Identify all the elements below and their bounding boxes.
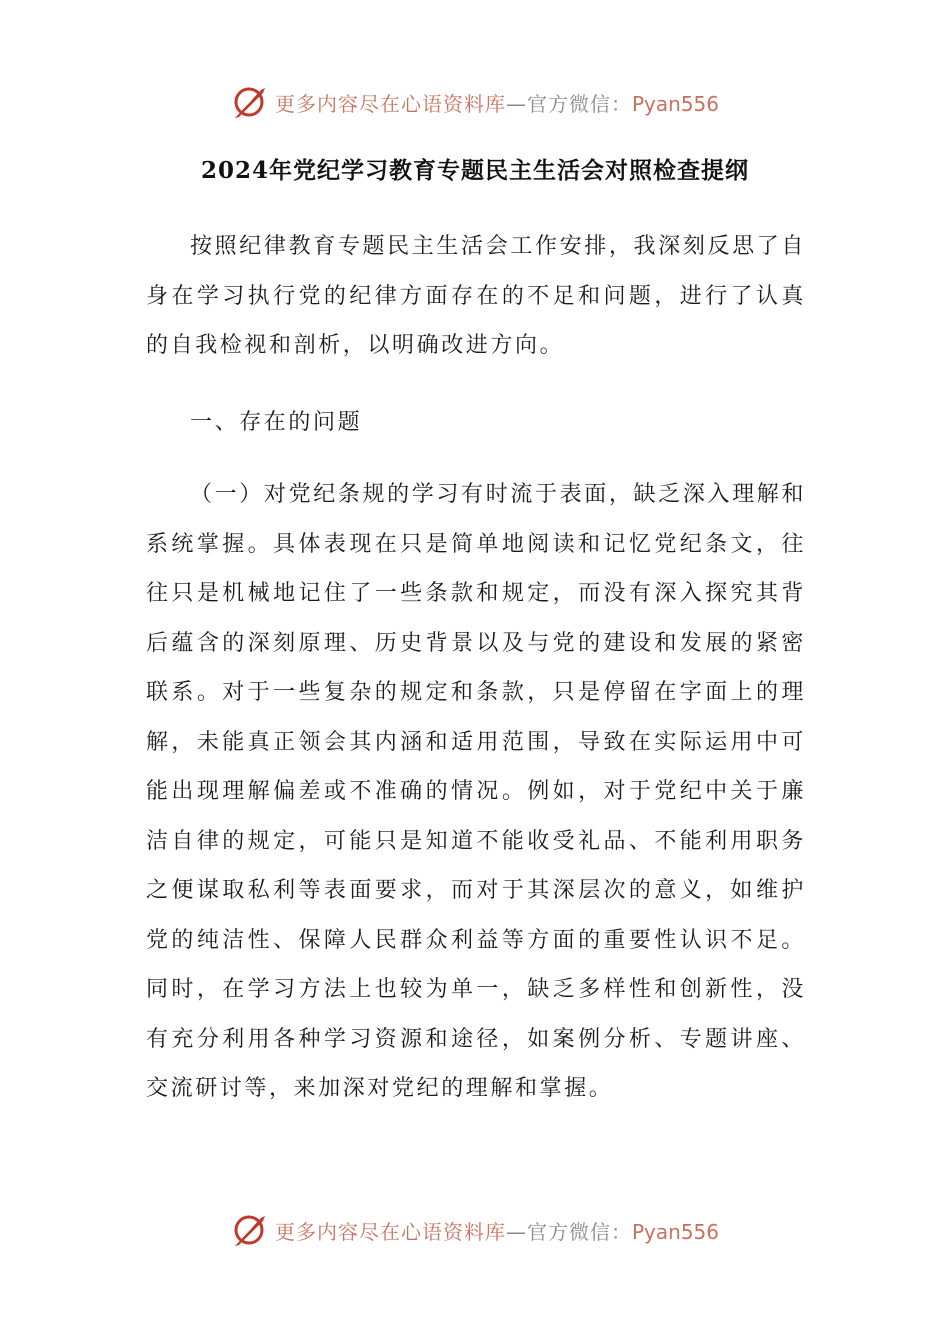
- watermark-text: 更多内容尽在心语资料库—官方微信：Pyan556: [274, 1219, 719, 1244]
- watermark-text: 更多内容尽在心语资料库—官方微信：Pyan556: [274, 91, 719, 116]
- footer-watermark: [0, 1210, 950, 1250]
- section-heading: 一、存在的问题: [190, 410, 363, 435]
- document-title: 2024年党纪学习教育专题民主生活会对照检查提纲: [200, 157, 749, 184]
- quill-logo-icon: [231, 84, 271, 120]
- intro-paragraph: 按照纪律教育专题民主生活会工作安排，我深刻反思了自身在学习执行党的纪律方面存在的不足和问题，进行了认真的自我检视和剖析，以明确改进方向。: [146, 234, 806, 358]
- quill-logo-icon: [231, 1212, 271, 1248]
- body-paragraph: （一）对党纪条规的学习有时流于表面，缺乏深入理解和系统掌握。具体表现在只是简单地阅读和记忆党纪条文，往往只是机械地记住了一些条款和规定，而没有深入探究其背后蕴含的深刻原理、历史背景以及与党的建设和发展的紧密联系。对于一些复杂的规定和条款，只是停留在字面上的理解，未能真正领会其内涵和适用范围，导致在实际运用中可能出现理解偏差或不准确的情况。例如，对于党纪中关于廉洁自律的规定，可能只是知道不能收受礼品、不能利用职务之便谋取私利等表面要求，而对于其深层次的意义，如维护党的纯洁性、保障人民群众利益等方面的重要性认识不足。同时，在学习方法上也较为单一，缺乏多样性和创新性，没有充分利用各种学习资源和途径，如案例分析、专题讲座、交流研讨等，来加深对党纪的理解和掌握。: [146, 482, 806, 1101]
- header-watermark: [0, 82, 950, 122]
